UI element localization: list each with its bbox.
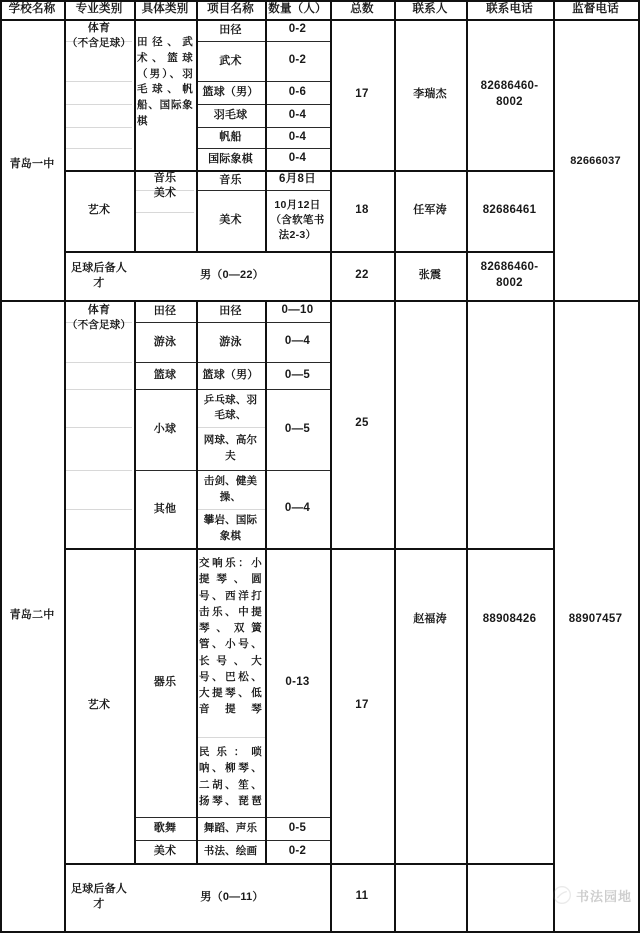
header-total: 总数 <box>350 2 374 15</box>
item-line-1: 击剑、健美 <box>203 475 258 488</box>
cell-item-qty: 0—10 <box>281 304 314 317</box>
cell-item-name <box>196 427 265 470</box>
cell-item-name-folk: 民乐：唢呐、柳琴、二胡、笙、扬琴、琵琶 <box>199 746 262 807</box>
cell-specific-category: 游泳 <box>153 335 177 348</box>
cell-item-name: 田径 <box>219 23 242 36</box>
cell-major-art: 艺术 <box>87 204 111 217</box>
header-specific-category: 具体类别 <box>141 2 189 15</box>
cell-item-qty: 0-4 <box>288 152 307 165</box>
cell-major-art: 艺术 <box>87 699 111 712</box>
cell-specific-category-art <box>134 170 196 214</box>
header-school-name: 学校名称 <box>8 2 56 15</box>
cell-total: 25 <box>355 417 369 430</box>
cell-total: 22 <box>355 268 369 281</box>
cell-item-qty: 0-13 <box>285 675 310 688</box>
cell-contact-phone <box>466 251 553 300</box>
phone-line-2: 8002 <box>496 95 523 108</box>
cell-major-football <box>64 863 134 931</box>
cell-item-name: 篮球（男） <box>202 86 259 99</box>
cell-supervisor-phone: 82666037 <box>570 155 621 167</box>
cell-item-qty <box>265 190 330 251</box>
cell-item-name: 书法、绘画 <box>203 845 258 858</box>
major-line-2: 才 <box>93 276 105 289</box>
header-major-category: 专业类别 <box>75 2 123 15</box>
cell-item-qty: 0—4 <box>284 502 311 515</box>
cell-contact: 任军涛 <box>413 204 447 217</box>
cell-major-sports <box>64 300 134 548</box>
rule-s2-qiyue-inner <box>196 737 265 738</box>
cell-item-qty: 0-4 <box>288 108 307 121</box>
phone-line-1: 82686460- <box>480 260 539 273</box>
item-line-2: 操、 <box>219 490 242 503</box>
watermark-text: 书法园地 <box>575 888 632 904</box>
cell-item-name: 游泳 <box>219 335 242 348</box>
cell-school-name: 青岛一中 <box>9 158 55 170</box>
header-quantity: 数量（人） <box>268 2 327 15</box>
item-line-3: 攀岩、国际 <box>203 514 258 527</box>
cell-total: 11 <box>355 890 369 903</box>
cell-item-qty: 0-5 <box>288 821 307 834</box>
cell-specific-category: 田径 <box>153 304 177 317</box>
cell-contact: 张震 <box>418 269 442 282</box>
header-contact-phone: 联系电话 <box>486 2 533 15</box>
cell-item-name: 篮球（男） <box>202 369 259 382</box>
major-line-1: 足球后备人 <box>71 883 127 896</box>
cell-item-qty: 0-2 <box>288 23 307 36</box>
item-line-4: 象棋 <box>219 529 242 542</box>
major-note: （不含足球） <box>66 36 132 49</box>
cell-contact-phone: 82686461 <box>482 203 537 216</box>
qty-line-1: 10月12日 <box>274 198 321 211</box>
cell-item-name: 帆船 <box>219 131 242 144</box>
cell-item-qty: 0-2 <box>288 844 307 857</box>
cell-specific-category: 美术 <box>153 845 177 858</box>
cell-major-football <box>64 251 134 300</box>
cell-item-qty: 0—4 <box>284 335 311 348</box>
cell-specific-category: 篮球 <box>153 369 177 382</box>
cell-total: 17 <box>355 87 369 100</box>
cell-contact-phone <box>466 19 553 170</box>
category-line-1: 音乐 <box>153 172 177 184</box>
cell-item-name: 武术 <box>219 54 242 67</box>
item-line-2: 毛球、 <box>214 409 247 421</box>
cell-total: 18 <box>355 203 369 216</box>
cell-specific-category: 小球 <box>153 423 177 436</box>
item-line-4: 夫 <box>225 449 236 462</box>
cell-item-qty: 0-2 <box>288 54 307 67</box>
cell-football-span: 男（0—22） <box>200 269 264 282</box>
cell-item-name: 国际象棋 <box>208 152 253 165</box>
major-label: 体育 <box>87 22 111 34</box>
major-label: 体育 <box>87 304 111 316</box>
cell-item-qty: 6月8日 <box>279 173 316 186</box>
qty-line-2: （含软笔书 <box>270 213 325 226</box>
cell-contact-phone: 88908426 <box>482 613 537 625</box>
phone-line-1: 82686460- <box>480 79 539 92</box>
cell-major-sports <box>64 19 134 170</box>
cell-football-span: 男（0—11） <box>200 890 264 903</box>
major-line-1: 足球后备人 <box>71 261 127 274</box>
cell-item-name <box>196 509 265 548</box>
item-line-1: 乒乓球、羽 <box>203 393 258 406</box>
phone-line-2: 8002 <box>496 276 523 289</box>
cell-item-qty: 0—5 <box>284 368 311 381</box>
cell-item-name: 音乐 <box>219 173 242 186</box>
cell-item-name: 田径 <box>219 304 242 317</box>
cell-specific-category: 其他 <box>153 502 177 515</box>
cell-contact: 赵福涛 <box>413 613 447 625</box>
cell-specific-category: 器乐 <box>153 676 177 689</box>
cell-item-qty: 0-6 <box>288 85 307 98</box>
cell-item-name <box>196 470 265 509</box>
category-line-2: 美术 <box>153 186 177 199</box>
cell-specific-category-sports: 田径、武术、篮球（男）、羽毛球、帆船、国际象棋 <box>137 36 193 127</box>
major-line-2: 才 <box>93 898 105 910</box>
qty-line-3: 法2-3） <box>278 229 317 242</box>
cell-item-qty: 0-4 <box>288 130 307 143</box>
header-item-name: 项目名称 <box>207 2 254 15</box>
cell-item-name: 美术 <box>219 214 242 227</box>
item-line-3: 网球、高尔 <box>203 434 258 447</box>
cell-school-name: 青岛二中 <box>9 609 55 621</box>
cell-item-name-symphonic: 交响乐：小提琴、圆号、西洋打击乐、中提琴、双簧管、小号、长号、大号、巴松、大提琴、低音提琴 <box>199 557 262 716</box>
cell-total: 17 <box>355 698 369 711</box>
cell-item-name: 羽毛球 <box>213 109 248 122</box>
cell-supervisor-phone: 88907457 <box>568 613 623 625</box>
cell-item-name: 舞蹈、声乐 <box>203 822 258 835</box>
cell-specific-category: 歌舞 <box>153 822 177 835</box>
cell-item-qty: 0—5 <box>284 422 311 435</box>
header-contact: 联系人 <box>412 2 448 15</box>
header-supervisor-phone: 监督电话 <box>572 2 619 15</box>
cell-contact: 李瑞杰 <box>413 88 447 101</box>
cell-item-name <box>196 389 265 427</box>
major-note: （不含足球） <box>66 318 132 331</box>
